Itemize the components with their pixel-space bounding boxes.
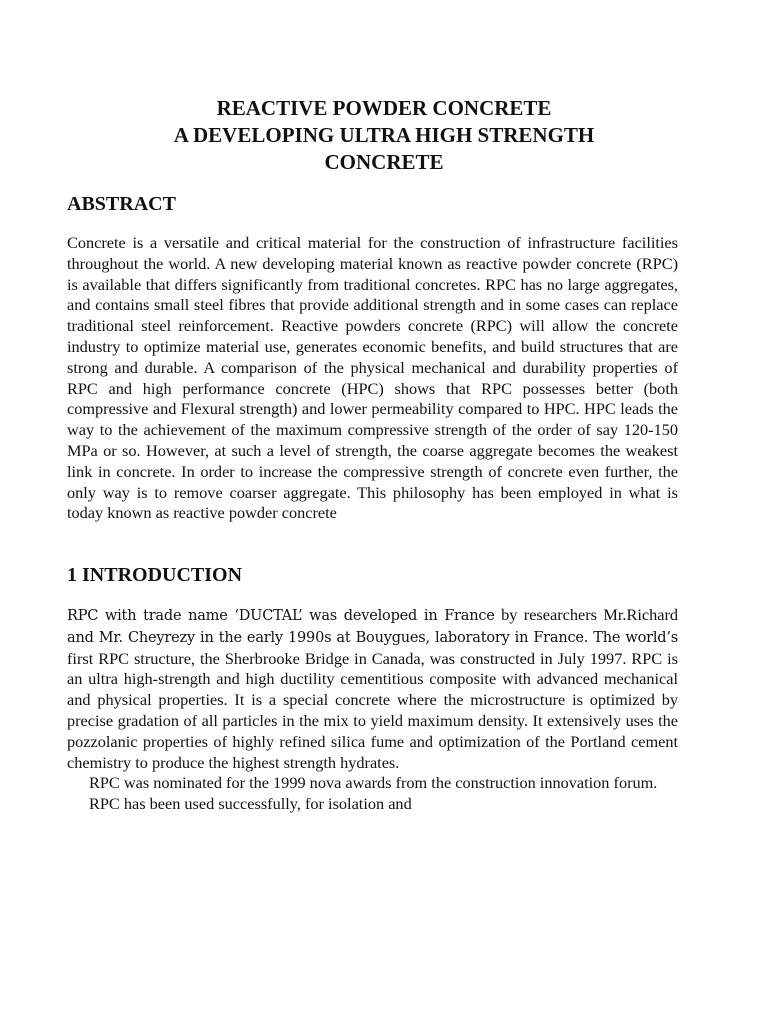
- intro-segment-4: first RPC structure, the Sherbrooke Bridge in Canada, was constructed in July 1997. RPC is an ultra high-strength and high ductility cementitious composite with advanced mechanical and physical properties. It is a special concrete where the microstructure is optimized by precise gradation of all particles in the mix to yield maximum density. It extensively uses the pozzolanic properties of highly refined silica fume and optimization of the Portland cement chemistry to produce the highest strength hydrates.: [67, 648, 678, 772]
- abstract-heading: ABSTRACT: [67, 193, 176, 215]
- title-line-2: A DEVELOPING ULTRA HIGH STRENGTH: [173, 123, 595, 147]
- intro-segment-2: by researchers Mr.Richard: [494, 605, 679, 624]
- title-line-1: REACTIVE POWDER CONCRETE: [216, 96, 552, 120]
- indented-paragraph: RPC was nominated for the 1999 nova awards from the construction innovation forum. RPC has been used successfully, for isolation and: [89, 773, 658, 813]
- intro-segment-1: RPC with trade name ‘DUCTAL’ was developed in France: [67, 608, 495, 624]
- introduction-paragraph: [67, 605, 678, 773]
- intro-segment-3: and Mr. Cheyrezy in the early 1990s at Bouygues, laboratory in France. The world’s: [67, 629, 678, 646]
- introduction-heading: 1 INTRODUCTION: [67, 564, 243, 586]
- title-line-3: CONCRETE: [324, 150, 444, 174]
- abstract-paragraph: Concrete is a versatile and critical material for the construction of infrastructure facilities throughout the world. A new developing material known as reactive powder concrete (RPC) is available that differs significantly from traditional concretes. RPC has no large aggregates, and contains small steel fibres that provide additional strength and in some cases can replace traditional steel reinforcement. Reactive powders concrete (RPC) will allow the concrete industry to optimize material use, generates economic benefits, and build structures that are strong and durable. A comparison of the physical mechanical and durability properties of RPC and high performance concrete (HPC) shows that RPC possesses better (both compressive and Flexural strength) and lower permeability compared to HPC. HPC leads the way to the achievement of the maximum compressive strength of the order of say 120-150 MPa or so. However, at such a level of strength, the coarse aggregate becomes the weakest link in concrete. In order to increase the compressive strength of concrete even further, the only way is to remove coarser aggregate. This philosophy has been employed in what is today known as reactive powder concrete: [67, 233, 678, 523]
